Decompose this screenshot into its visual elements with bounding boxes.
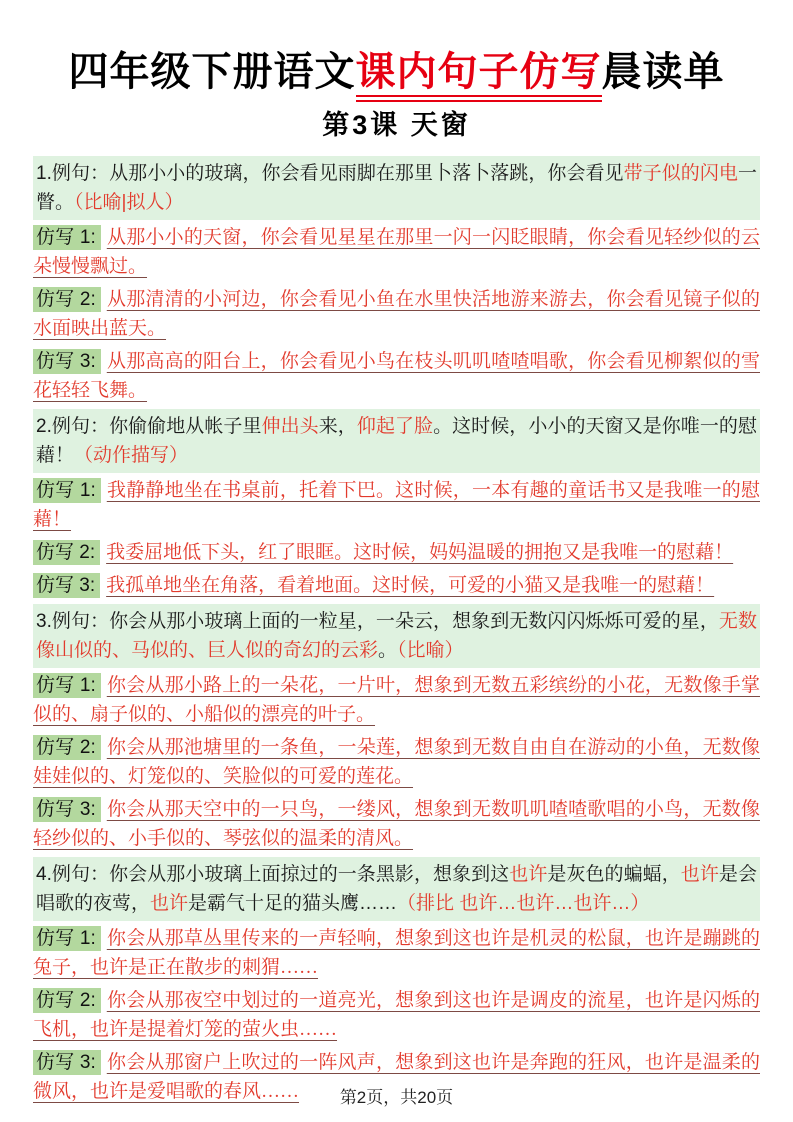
imitation-text: 我委屈地低下头，红了眼眶。这时候，妈妈温暖的拥抱又是我唯一的慰藉！: [106, 542, 734, 563]
example-text: 是会唱歌的夜莺，: [36, 864, 757, 914]
imitation-row: [33, 986, 760, 1044]
example-highlight: （动作描写）: [74, 445, 189, 466]
imitation-text: 从那高高的阳台上，你会看见小鸟在枝头叽叽喳喳唱歌，你会看见柳絮似的雪花轻轻飞舞。: [33, 351, 760, 401]
example-highlight: （排比 也许…也许…也许…）: [397, 893, 650, 914]
imitation-label: 仿写 1:: [33, 225, 101, 250]
example-highlight: 伸出头: [261, 416, 319, 437]
example-text: 1.例句：从那小小的玻璃，你会看见雨脚在那里卜落卜落跳，你会看见: [36, 163, 624, 184]
imitation-row: [33, 223, 760, 281]
example-text: 4.例句：你会从那小玻璃上面掠过的一条黑影，想象到这: [36, 864, 510, 885]
imitation-row: [33, 571, 760, 600]
section: [33, 156, 760, 405]
imitation-label: 仿写 3:: [33, 573, 100, 598]
page-number: 第2页，共20页: [339, 1088, 454, 1107]
imitation-label: 仿写 1:: [33, 673, 101, 698]
example-text: 是霸气十足的猫头鹰……: [188, 893, 398, 914]
section: [33, 409, 760, 600]
example-sentence: [33, 409, 760, 473]
lesson-subtitle: 第3课 天窗: [322, 110, 471, 140]
imitation-row: [33, 476, 760, 534]
title-highlight: 课内句子仿写: [356, 50, 602, 102]
example-highlight: （比喻）: [397, 640, 464, 661]
imitation-text: 我孤单地坐在角落，看着地面。这时候，可爱的小猫又是我唯一的慰藉！: [106, 575, 715, 596]
worksheet-content: [33, 156, 760, 1110]
example-sentence: [33, 156, 760, 220]
imitation-label: 仿写 1:: [33, 926, 101, 951]
imitation-row: [33, 347, 760, 405]
example-highlight: 带子似的闪电: [623, 163, 738, 184]
section: [33, 604, 760, 853]
example-highlight: （比喻|拟人）: [74, 192, 184, 213]
example-text: 是灰色的蝙蝠，: [547, 864, 681, 885]
example-highlight: 仰起了脸: [356, 416, 434, 437]
example-text: 。这时候，小小的天窗又是你唯一的慰藉！: [36, 416, 757, 466]
section: [33, 857, 760, 1106]
imitation-text: 从那清清的小河边，你会看见小鱼在水里快活地游来游去，你会看见镜子似的水面映出蓝天。: [33, 289, 760, 339]
example-sentence: [33, 604, 760, 668]
page-title: [10, 40, 783, 97]
imitation-text: 你会从那草丛里传来的一声轻响，想象到这也许是机灵的松鼠，也许是蹦跳的兔子，也许是正在散步的刺猬……: [33, 928, 760, 978]
imitation-text: 你会从那小路上的一朵花，一片叶，想象到无数五彩缤纷的小花，无数像手掌似的、扇子似的、小船似的漂亮的叶子。: [33, 675, 760, 725]
example-text: 来，: [318, 416, 357, 437]
imitation-label: 仿写 2:: [33, 735, 101, 760]
imitation-label: 仿写 2:: [33, 988, 101, 1013]
example-text: 一瞥。: [36, 163, 757, 213]
imitation-label: 仿写 3:: [33, 349, 101, 374]
imitation-text: 从那小小的天窗，你会看见星星在那里一闪一闪眨眼睛，你会看见轻纱似的云朵慢慢飘过。: [33, 227, 760, 277]
imitation-label: 仿写 2:: [33, 287, 101, 312]
imitation-row: [33, 538, 760, 567]
imitation-text: 你会从那窗户上吹过的一阵风声，想象到这也许是奔跑的狂风，也许是温柔的微风，也许是爱唱歌的春风……: [33, 1052, 760, 1102]
example-text: 。: [378, 640, 398, 661]
title-suffix: 晨读单: [601, 50, 725, 94]
example-text: 3.例句：你会从那小玻璃上面的一粒星，一朵云，想象到无数闪闪烁烁可爱的星，: [36, 611, 719, 632]
title-prefix: 四年级下册语文: [68, 50, 356, 94]
imitation-row: [33, 285, 760, 343]
imitation-row: [33, 733, 760, 791]
imitation-text: 我静静地坐在书桌前，托着下巴。这时候，一本有趣的童话书又是我唯一的慰藉！: [33, 480, 760, 530]
imitation-text: 你会从那天空中的一只鸟，一缕风，想象到无数叽叽喳喳歌唱的小鸟，无数像轻纱似的、小手似的、琴弦似的温柔的清风。: [33, 799, 760, 849]
example-highlight: 也许: [509, 864, 548, 885]
imitation-label: 仿写 2:: [33, 540, 100, 565]
example-text: 2.例句：你偷偷地从帐子里: [36, 416, 262, 437]
example-highlight: 无数像山似的、马似的、巨人似的奇幻的云彩: [36, 611, 757, 661]
imitation-text: 你会从那池塘里的一条鱼，一朵莲，想象到无数自由自在游动的小鱼，无数像娃娃似的、灯笼似的、笑脸似的可爱的莲花。: [33, 737, 760, 787]
imitation-row: [33, 671, 760, 729]
imitation-text: 你会从那夜空中划过的一道亮光，想象到这也许是调皮的流星，也许是闪烁的飞机，也许是提着灯笼的萤火虫……: [33, 990, 760, 1040]
example-highlight: 也许: [150, 893, 189, 914]
imitation-label: 仿写 3:: [33, 797, 101, 822]
imitation-label: 仿写 1:: [33, 478, 101, 503]
imitation-row: [33, 795, 760, 853]
imitation-label: 仿写 3:: [33, 1050, 101, 1075]
example-sentence: [33, 857, 760, 921]
example-highlight: 也许: [680, 864, 719, 885]
imitation-row: [33, 924, 760, 982]
